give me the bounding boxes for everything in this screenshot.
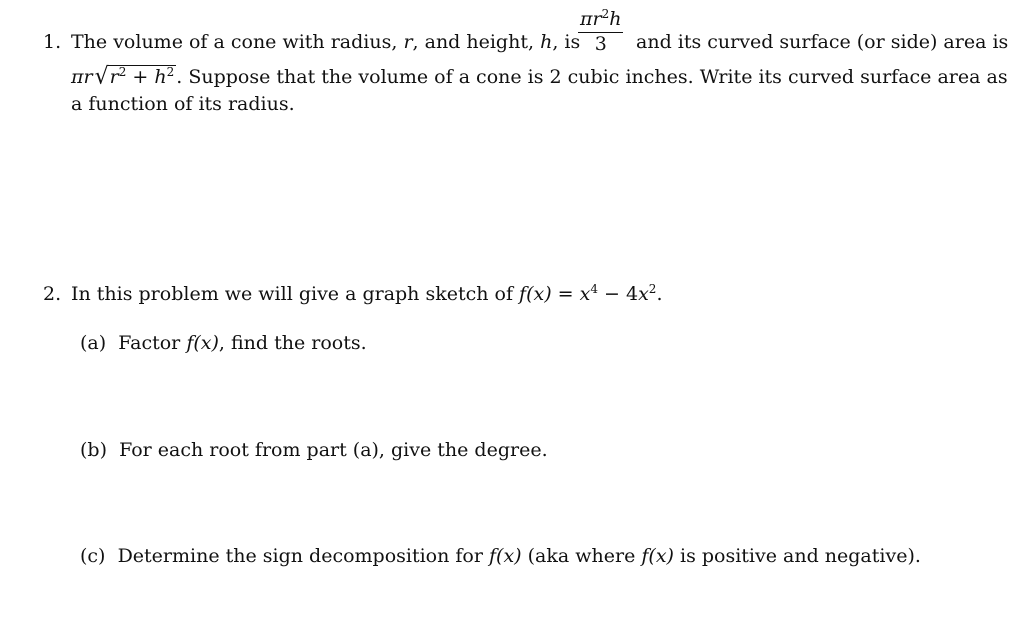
problem-1-text-line-3 xyxy=(71,92,295,116)
problem-2-number: 2. xyxy=(43,283,62,305)
problem-1-text-c: , is xyxy=(552,31,581,53)
part-c xyxy=(80,544,921,568)
part-a xyxy=(80,331,367,355)
problem-1-text-line-1-end xyxy=(636,30,1008,54)
volume-numerator: $\pi r^2h$ xyxy=(578,8,623,33)
part-a-label: (a) xyxy=(80,332,107,354)
x-term-4: x xyxy=(579,283,591,305)
problem-1-text-a: The volume of a cone with radius, xyxy=(71,31,398,53)
part-a-text-a: Factor xyxy=(118,332,181,354)
exponent-2: 2 xyxy=(648,282,657,296)
part-a-function: f(x) xyxy=(186,332,219,354)
volume-fraction xyxy=(578,8,623,55)
var-r: r xyxy=(403,31,413,53)
part-b xyxy=(80,438,548,462)
var-h: h xyxy=(540,31,553,53)
problem-1-text-b: , and height, xyxy=(412,31,535,53)
minus-four: − 4 xyxy=(597,283,639,305)
area-pi-r: πr xyxy=(71,66,93,88)
exponent-4: 4 xyxy=(590,282,598,296)
part-c-text-b: (aka where xyxy=(527,545,636,567)
part-c-label: (c) xyxy=(80,545,106,567)
problem-2-intro xyxy=(71,282,662,306)
problem-1-text-line-2 xyxy=(71,65,1008,89)
part-c-function-1: f(x) xyxy=(489,545,522,567)
part-b-text: For each root from part (a), give the degree. xyxy=(119,439,548,461)
problem-1-text-e: . Suppose that the volume of a cone is 2 cubic inches. Write its curved surface area as xyxy=(176,66,1008,88)
part-b-label: (b) xyxy=(80,439,107,461)
part-c-function-2: f(x) xyxy=(641,545,674,567)
x-term-2: x xyxy=(638,283,649,305)
problem-2-number-line xyxy=(43,282,61,306)
problem-1-line-1 xyxy=(43,30,61,54)
problem-1-number: 1. xyxy=(43,31,62,53)
sqrt-expression: $√r^2 + h^2$ xyxy=(94,63,175,90)
volume-denominator: 3 xyxy=(594,33,607,55)
problem-1-text-d: and its curved surface (or side) area is xyxy=(636,31,1009,53)
problem-2-intro-text: In this problem we will give a graph sketch of xyxy=(71,283,513,305)
period: . xyxy=(656,283,663,305)
part-c-text-c: is positive and negative). xyxy=(680,545,921,567)
equals-sign: = xyxy=(551,283,580,305)
function-f-of-x: f(x) xyxy=(519,283,552,305)
part-c-text-a: Determine the sign decomposition for xyxy=(117,545,483,567)
problem-1-text-line-1 xyxy=(71,30,580,54)
problem-1-text-f: a function of its radius. xyxy=(71,93,295,115)
part-a-text-b: , find the roots. xyxy=(218,332,367,354)
